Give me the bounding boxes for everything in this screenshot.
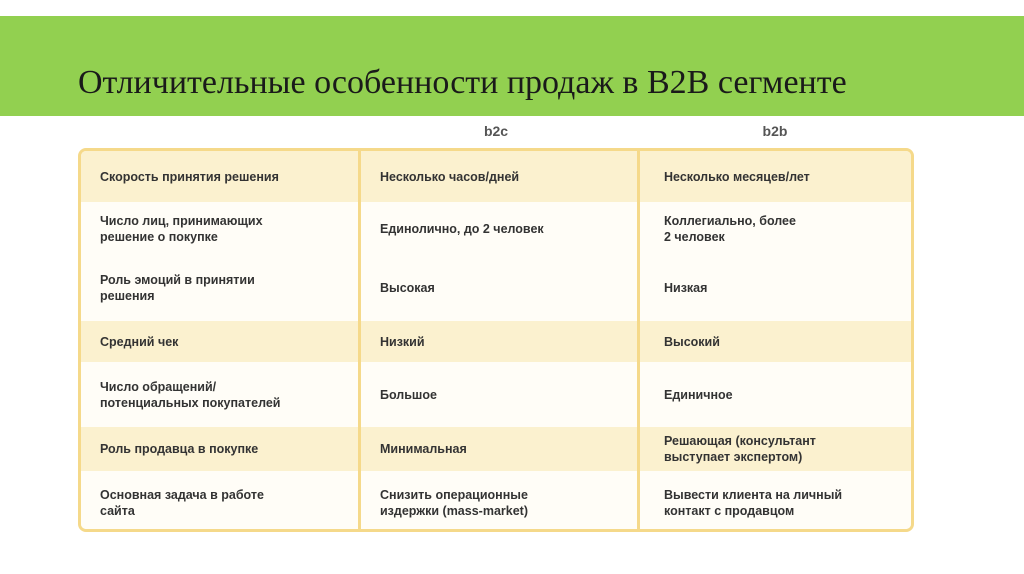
table-row bbox=[81, 362, 911, 427]
b2b-value: Единичное bbox=[664, 387, 733, 402]
b2b-value: Несколько месяцев/лет bbox=[664, 169, 810, 184]
b2c-value: Снизить операционные издержки (mass-market) bbox=[380, 488, 528, 518]
b2b-value: Решающая (консультант выступает экспертом) bbox=[664, 434, 816, 464]
column-header-b2b: b2b bbox=[762, 123, 788, 139]
table-row bbox=[81, 427, 911, 471]
column-header-b2c: b2c bbox=[483, 123, 509, 139]
b2c-value: Низкий bbox=[380, 334, 425, 349]
table-row bbox=[81, 471, 911, 532]
table-row bbox=[81, 255, 911, 321]
table-row bbox=[81, 202, 911, 255]
table-row bbox=[81, 321, 911, 362]
comparison-table bbox=[78, 148, 914, 532]
b2c-value: Высокая bbox=[380, 281, 435, 295]
b2c-value: Единолично, до 2 человек bbox=[380, 221, 544, 236]
column-divider bbox=[358, 151, 361, 529]
b2b-value: Вывести клиента на личный контакт с продавцом bbox=[664, 488, 843, 518]
b2c-value: Минимальная bbox=[380, 442, 467, 456]
b2b-value: Высокий bbox=[664, 334, 720, 349]
row-label: Скорость принятия решения bbox=[100, 169, 279, 184]
row-label: Роль эмоций в принятии решения bbox=[100, 273, 255, 303]
column-divider bbox=[637, 151, 640, 529]
b2c-value: Несколько часов/дней bbox=[380, 169, 520, 184]
table-row bbox=[81, 151, 911, 202]
b2c-value: Большое bbox=[380, 387, 437, 402]
slide-title: Отличительные особенности продаж в B2B сегменте bbox=[78, 64, 847, 101]
row-label: Средний чек bbox=[100, 334, 179, 349]
row-label: Число лиц, принимающих решение о покупке bbox=[100, 213, 263, 244]
row-label: Число обращений/ потенциальных покупателей bbox=[100, 379, 281, 410]
row-label: Роль продавца в покупке bbox=[100, 442, 259, 456]
row-label: Основная задача в работе сайта bbox=[100, 488, 264, 518]
b2b-value: Коллегиально, более 2 человек bbox=[664, 213, 796, 244]
b2b-value: Низкая bbox=[664, 281, 708, 295]
